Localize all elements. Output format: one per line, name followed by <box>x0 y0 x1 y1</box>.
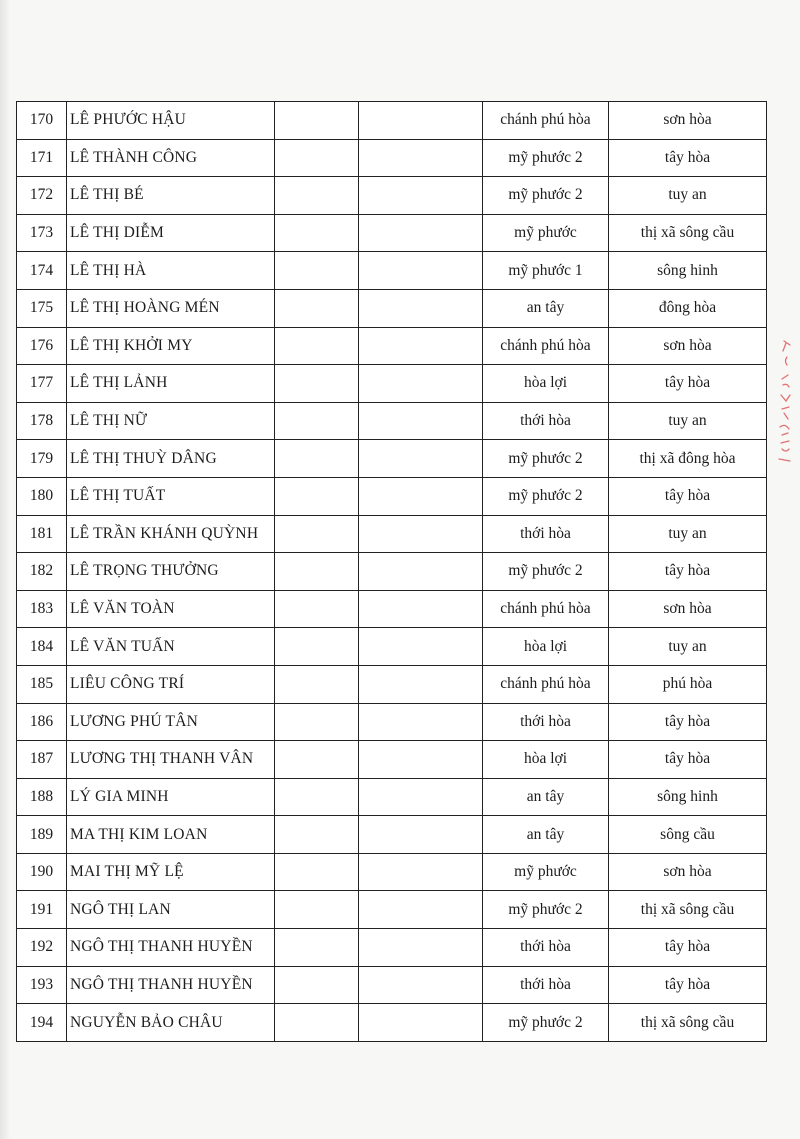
full-name-cell: NGUYỄN BẢO CHÂU <box>67 1004 275 1042</box>
commune-cell: hòa lợi <box>483 628 609 666</box>
commune-cell: an tây <box>483 816 609 854</box>
table-row <box>17 102 767 140</box>
full-name-cell: LÊ THỊ BÉ <box>67 177 275 215</box>
table-row <box>17 252 767 290</box>
district-cell: tuy an <box>609 177 767 215</box>
full-name-cell: LÊ THỊ HOÀNG MÉN <box>67 289 275 327</box>
blank-cell-1 <box>275 477 359 515</box>
district-cell: phú hòa <box>609 665 767 703</box>
row-number-cell: 191 <box>17 891 67 929</box>
commune-cell: mỹ phước 1 <box>483 252 609 290</box>
blank-cell-2 <box>359 553 483 591</box>
full-name-cell: LÊ THỊ KHỞI MY <box>67 327 275 365</box>
district-cell: tây hòa <box>609 703 767 741</box>
district-cell: tây hòa <box>609 477 767 515</box>
blank-cell-1 <box>275 440 359 478</box>
district-cell: thị xã sông cầu <box>609 214 767 252</box>
district-cell: tuy an <box>609 515 767 553</box>
commune-cell: thới hòa <box>483 402 609 440</box>
commune-cell: mỹ phước <box>483 214 609 252</box>
table-row <box>17 703 767 741</box>
row-number-cell: 180 <box>17 477 67 515</box>
row-number-cell: 175 <box>17 289 67 327</box>
blank-cell-1 <box>275 365 359 403</box>
district-cell: tây hòa <box>609 139 767 177</box>
blank-cell-1 <box>275 929 359 967</box>
commune-cell: mỹ phước 2 <box>483 1004 609 1042</box>
blank-cell-1 <box>275 515 359 553</box>
blank-cell-2 <box>359 102 483 140</box>
district-cell: sơn hòa <box>609 102 767 140</box>
blank-cell-1 <box>275 590 359 628</box>
table-row <box>17 177 767 215</box>
commune-cell: thới hòa <box>483 929 609 967</box>
row-number-cell: 194 <box>17 1004 67 1042</box>
blank-cell-1 <box>275 816 359 854</box>
commune-cell: mỹ phước 2 <box>483 440 609 478</box>
roster-table <box>16 101 767 1042</box>
blank-cell-1 <box>275 891 359 929</box>
table-row <box>17 816 767 854</box>
blank-cell-2 <box>359 515 483 553</box>
district-cell: đông hòa <box>609 289 767 327</box>
blank-cell-1 <box>275 778 359 816</box>
blank-cell-1 <box>275 252 359 290</box>
district-cell: thị xã đông hòa <box>609 440 767 478</box>
table-row <box>17 590 767 628</box>
full-name-cell: LÊ THỊ NỮ <box>67 402 275 440</box>
blank-cell-1 <box>275 1004 359 1042</box>
blank-cell-2 <box>359 778 483 816</box>
row-number-cell: 192 <box>17 929 67 967</box>
blank-cell-1 <box>275 289 359 327</box>
table-row <box>17 891 767 929</box>
full-name-cell: LƯƠNG PHÚ TÂN <box>67 703 275 741</box>
row-number-cell: 182 <box>17 553 67 591</box>
row-number-cell: 183 <box>17 590 67 628</box>
district-cell: thị xã sông cầu <box>609 1004 767 1042</box>
district-cell: sơn hòa <box>609 327 767 365</box>
blank-cell-2 <box>359 628 483 666</box>
district-cell: tây hòa <box>609 365 767 403</box>
blank-cell-1 <box>275 553 359 591</box>
table-row <box>17 477 767 515</box>
full-name-cell: LÊ PHƯỚC HẬU <box>67 102 275 140</box>
blank-cell-1 <box>275 966 359 1004</box>
district-cell: sông hinh <box>609 252 767 290</box>
commune-cell: mỹ phước 2 <box>483 139 609 177</box>
table-row <box>17 327 767 365</box>
district-cell: tây hòa <box>609 553 767 591</box>
blank-cell-1 <box>275 327 359 365</box>
blank-cell-1 <box>275 102 359 140</box>
district-cell: tuy an <box>609 402 767 440</box>
blank-cell-2 <box>359 214 483 252</box>
table-row <box>17 553 767 591</box>
commune-cell: mỹ phước 2 <box>483 477 609 515</box>
full-name-cell: LÊ THỊ HÀ <box>67 252 275 290</box>
table-row <box>17 214 767 252</box>
commune-cell: mỹ phước 2 <box>483 553 609 591</box>
table-row <box>17 966 767 1004</box>
full-name-cell: NGÔ THỊ THANH HUYỀN <box>67 966 275 1004</box>
district-cell: sơn hòa <box>609 853 767 891</box>
table-row <box>17 628 767 666</box>
district-cell: tây hòa <box>609 966 767 1004</box>
row-number-cell: 170 <box>17 102 67 140</box>
blank-cell-2 <box>359 665 483 703</box>
roster-table-body <box>17 102 767 1042</box>
full-name-cell: NGÔ THỊ THANH HUYỀN <box>67 929 275 967</box>
commune-cell: mỹ phước 2 <box>483 177 609 215</box>
full-name-cell: LIÊU CÔNG TRÍ <box>67 665 275 703</box>
blank-cell-1 <box>275 703 359 741</box>
row-number-cell: 190 <box>17 853 67 891</box>
district-cell: tây hòa <box>609 741 767 779</box>
blank-cell-2 <box>359 177 483 215</box>
row-number-cell: 185 <box>17 665 67 703</box>
full-name-cell: NGÔ THỊ LAN <box>67 891 275 929</box>
commune-cell: mỹ phước <box>483 853 609 891</box>
blank-cell-1 <box>275 853 359 891</box>
blank-cell-2 <box>359 440 483 478</box>
blank-cell-1 <box>275 177 359 215</box>
table-row <box>17 440 767 478</box>
blank-cell-2 <box>359 741 483 779</box>
full-name-cell: LÊ THỊ DIỄM <box>67 214 275 252</box>
full-name-cell: LÊ TRỌNG THƯỞNG <box>67 553 275 591</box>
row-number-cell: 178 <box>17 402 67 440</box>
commune-cell: an tây <box>483 778 609 816</box>
blank-cell-2 <box>359 703 483 741</box>
commune-cell: an tây <box>483 289 609 327</box>
row-number-cell: 177 <box>17 365 67 403</box>
blank-cell-2 <box>359 327 483 365</box>
full-name-cell: LÊ THỊ TUẤT <box>67 477 275 515</box>
blank-cell-2 <box>359 289 483 327</box>
blank-cell-2 <box>359 816 483 854</box>
full-name-cell: LƯƠNG THỊ THANH VÂN <box>67 741 275 779</box>
table-row <box>17 929 767 967</box>
page-scan-edge <box>0 0 10 1139</box>
table-row <box>17 778 767 816</box>
commune-cell: chánh phú hòa <box>483 665 609 703</box>
row-number-cell: 176 <box>17 327 67 365</box>
full-name-cell: LÊ VĂN TUẤN <box>67 628 275 666</box>
row-number-cell: 181 <box>17 515 67 553</box>
table-row <box>17 741 767 779</box>
full-name-cell: LÊ THÀNH CÔNG <box>67 139 275 177</box>
table-row <box>17 402 767 440</box>
commune-cell: thới hòa <box>483 966 609 1004</box>
blank-cell-2 <box>359 252 483 290</box>
full-name-cell: MA THỊ KIM LOAN <box>67 816 275 854</box>
full-name-cell: LÊ THỊ LẢNH <box>67 365 275 403</box>
row-number-cell: 184 <box>17 628 67 666</box>
district-cell: thị xã sông cầu <box>609 891 767 929</box>
table-row <box>17 853 767 891</box>
row-number-cell: 193 <box>17 966 67 1004</box>
commune-cell: thới hòa <box>483 515 609 553</box>
table-row <box>17 515 767 553</box>
blank-cell-1 <box>275 628 359 666</box>
district-cell: tuy an <box>609 628 767 666</box>
row-number-cell: 173 <box>17 214 67 252</box>
blank-cell-2 <box>359 402 483 440</box>
row-number-cell: 186 <box>17 703 67 741</box>
table-row <box>17 365 767 403</box>
commune-cell: chánh phú hòa <box>483 102 609 140</box>
full-name-cell: LÊ THỊ THUỲ DÂNG <box>67 440 275 478</box>
row-number-cell: 171 <box>17 139 67 177</box>
table-row <box>17 1004 767 1042</box>
blank-cell-1 <box>275 741 359 779</box>
full-name-cell: LÝ GIA MINH <box>67 778 275 816</box>
blank-cell-2 <box>359 853 483 891</box>
district-cell: sơn hòa <box>609 590 767 628</box>
blank-cell-1 <box>275 139 359 177</box>
blank-cell-2 <box>359 1004 483 1042</box>
row-number-cell: 174 <box>17 252 67 290</box>
table-row <box>17 665 767 703</box>
district-cell: sông cầu <box>609 816 767 854</box>
commune-cell: chánh phú hòa <box>483 327 609 365</box>
full-name-cell: MAI THỊ MỸ LỆ <box>67 853 275 891</box>
commune-cell: chánh phú hòa <box>483 590 609 628</box>
blank-cell-2 <box>359 929 483 967</box>
blank-cell-2 <box>359 365 483 403</box>
row-number-cell: 188 <box>17 778 67 816</box>
commune-cell: mỹ phước 2 <box>483 891 609 929</box>
commune-cell: hòa lợi <box>483 365 609 403</box>
row-number-cell: 179 <box>17 440 67 478</box>
blank-cell-2 <box>359 139 483 177</box>
commune-cell: thới hòa <box>483 703 609 741</box>
blank-cell-2 <box>359 477 483 515</box>
table-row <box>17 289 767 327</box>
row-number-cell: 187 <box>17 741 67 779</box>
table-row <box>17 139 767 177</box>
blank-cell-1 <box>275 665 359 703</box>
full-name-cell: LÊ TRẦN KHÁNH QUỲNH <box>67 515 275 553</box>
blank-cell-2 <box>359 891 483 929</box>
blank-cell-2 <box>359 966 483 1004</box>
commune-cell: hòa lợi <box>483 741 609 779</box>
district-cell: tây hòa <box>609 929 767 967</box>
row-number-cell: 189 <box>17 816 67 854</box>
district-cell: sông hinh <box>609 778 767 816</box>
handwritten-margin-mark <box>770 335 796 475</box>
blank-cell-2 <box>359 590 483 628</box>
blank-cell-1 <box>275 402 359 440</box>
full-name-cell: LÊ VĂN TOÀN <box>67 590 275 628</box>
blank-cell-1 <box>275 214 359 252</box>
row-number-cell: 172 <box>17 177 67 215</box>
